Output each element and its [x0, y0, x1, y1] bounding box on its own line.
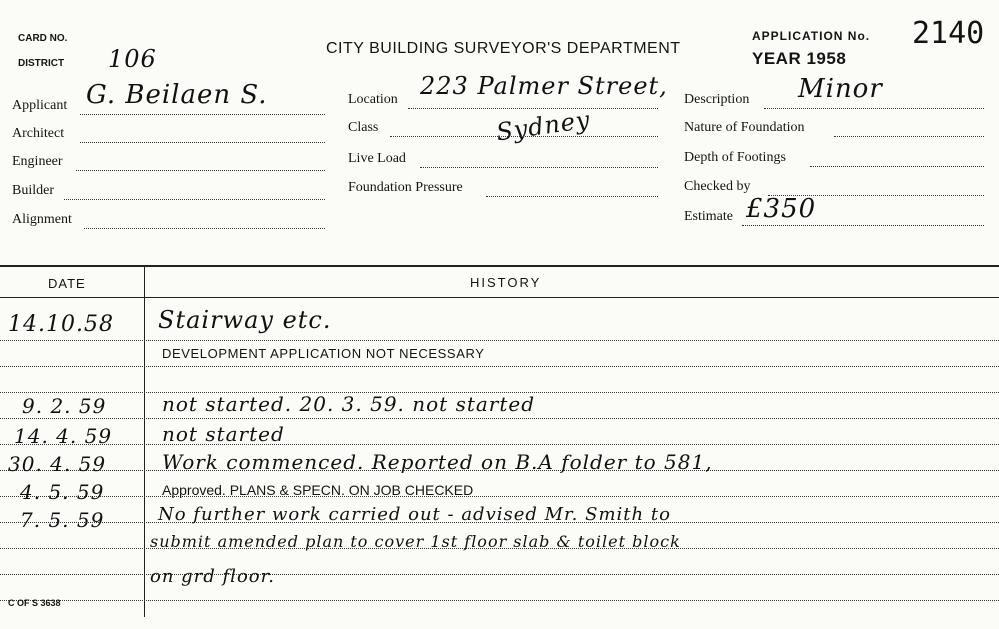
engineer-line: [76, 170, 325, 171]
application-label: APPLICATION No.: [752, 29, 871, 43]
alignment-label: Alignment: [12, 212, 72, 227]
application-number: 2140: [912, 16, 985, 51]
table-row-date: 30. 4. 59: [8, 452, 107, 476]
table-row-history: Approved. PLANS & SPECN. ON JOB CHECKED: [162, 482, 474, 498]
table-row-history: Work commenced. Reported on B.A folder to 581,: [162, 450, 713, 474]
live-load-label: Live Load: [348, 151, 406, 166]
location-value: 223 Palmer Street,: [420, 72, 668, 100]
date-column-divider: [144, 267, 145, 617]
nature-of-foundation-label: Nature of Foundation: [684, 120, 805, 135]
description-value: Minor: [798, 74, 883, 104]
row-line: [0, 366, 999, 367]
applicant-line: [80, 114, 325, 115]
location-line2-value: Sydney: [494, 105, 593, 147]
year-label: YEAR 1958: [752, 49, 847, 68]
estimate-label: Estimate: [684, 209, 733, 224]
architect-label: Architect: [12, 126, 65, 141]
description-line: [764, 108, 984, 109]
location-label: Location: [348, 92, 398, 107]
table-row-history: No further work carried out - advised Mr. Smith to: [158, 504, 671, 525]
row-line: [0, 418, 999, 419]
department-title: CITY BUILDING SURVEYOR'S DEPARTMENT: [326, 40, 681, 57]
description-label: Description: [684, 92, 750, 107]
estimate-value: £350: [746, 194, 817, 224]
foundation-pressure-line: [486, 196, 658, 197]
district-value: 106: [108, 45, 157, 73]
table-row-history: not started. 20. 3. 59. not started: [162, 392, 536, 416]
row-line: [0, 496, 999, 497]
class-label: Class: [348, 120, 379, 135]
builder-line: [64, 199, 325, 200]
row-line: [0, 444, 999, 445]
table-row-history: on grd floor.: [150, 566, 275, 587]
applicant-label: Applicant: [12, 98, 68, 113]
checked-by-label: Checked by: [684, 179, 751, 194]
header-divider-top: [0, 265, 999, 267]
table-row-date: 4. 5. 59: [20, 480, 105, 504]
engineer-label: Engineer: [12, 154, 63, 169]
estimate-line: [742, 225, 984, 226]
card-no-label: CARD NO.: [18, 33, 68, 44]
row-line: [0, 340, 999, 341]
table-row-history: Stairway etc.: [158, 306, 332, 334]
form-code: C OF S 3638: [8, 598, 61, 608]
location-line: [408, 108, 658, 109]
row-line: [0, 600, 999, 601]
applicant-value: G. Beilaen S.: [86, 80, 268, 110]
table-row-date: 9. 2. 59: [22, 394, 107, 418]
district-label: DISTRICT: [18, 58, 65, 69]
table-row-date: 7. 5. 59: [20, 508, 105, 532]
depth-of-footings-line: [810, 166, 984, 167]
history-column-header: HISTORY: [470, 275, 542, 290]
table-row-history: not started: [162, 422, 285, 446]
depth-of-footings-label: Depth of Footings: [684, 150, 786, 165]
foundation-pressure-label: Foundation Pressure: [348, 180, 463, 195]
table-row-history: DEVELOPMENT APPLICATION NOT NECESSARY: [162, 346, 485, 361]
architect-line: [80, 142, 325, 143]
live-load-line: [420, 167, 658, 168]
nature-of-foundation-line: [834, 136, 984, 137]
class-line: [390, 136, 658, 137]
builder-label: Builder: [12, 183, 54, 198]
date-column-header: DATE: [48, 276, 86, 291]
header-divider-bottom: [0, 297, 999, 298]
table-row-history: submit amended plan to cover 1st floor slab & toilet block: [150, 532, 681, 551]
table-row-date: 14.10.58: [8, 312, 114, 337]
table-row-date: 14. 4. 59: [14, 424, 113, 448]
alignment-line: [84, 228, 325, 229]
